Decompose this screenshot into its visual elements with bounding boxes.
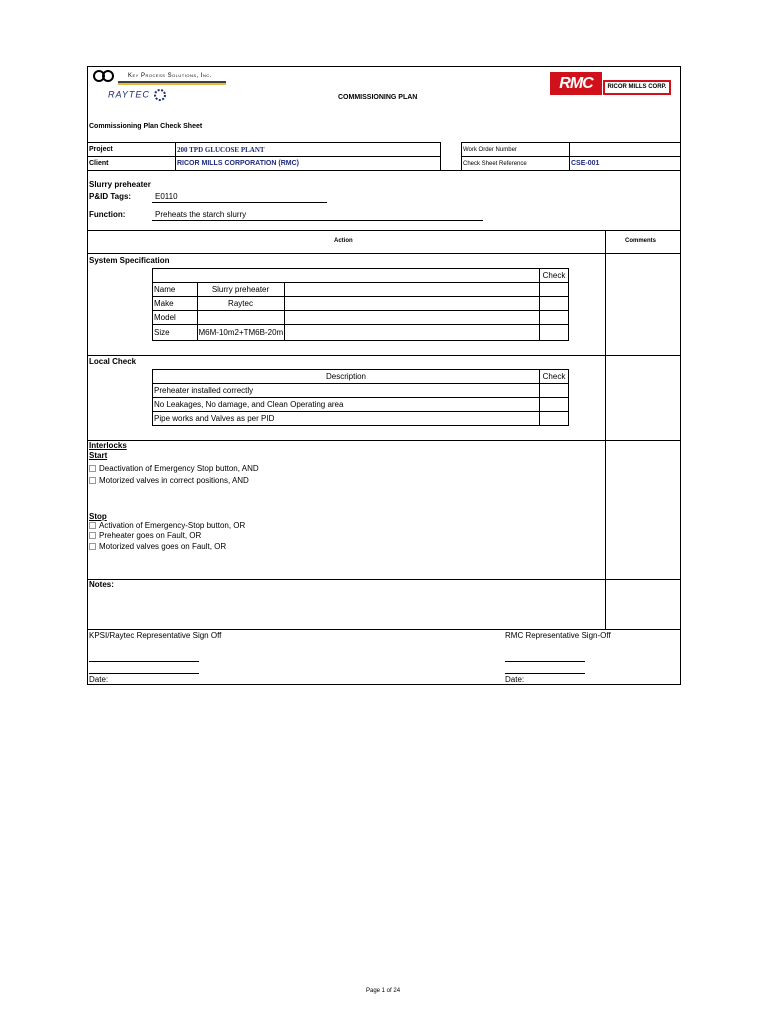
local-check-description: Preheater installed correctly [153, 384, 540, 398]
stop-heading: Stop [89, 512, 107, 521]
stop-item-text: Activation of Emergency-Stop button, OR [99, 521, 246, 530]
bullet-box-icon [89, 465, 96, 472]
raytec-logo-text: RAYTEC [108, 89, 150, 100]
rmc-signoff-label: RMC Representative Sign-Off [505, 631, 611, 640]
spec-check-header: Check [540, 269, 569, 283]
start-item-text: Motorized valves in correct positions, AND [99, 476, 249, 485]
stop-item [89, 531, 201, 541]
action-header: Action [334, 238, 353, 244]
client-value: RICOR MILLS CORPORATION (RMC) [176, 157, 441, 171]
stop-item [89, 521, 245, 531]
spec-label: Make [153, 297, 198, 311]
spec-label: Name [153, 283, 198, 297]
bullet-box-icon [89, 543, 96, 550]
function-value: Preheats the starch slurry [155, 210, 247, 219]
pid-value: E0110 [155, 192, 178, 201]
divider [87, 629, 681, 630]
spec-check-cell[interactable] [540, 283, 569, 297]
work-order-value[interactable] [570, 143, 681, 157]
gear-icon [153, 88, 167, 102]
project-label: Project [88, 143, 176, 157]
spec-value [197, 311, 284, 325]
client-label: Client [88, 157, 176, 171]
notes-area[interactable] [89, 592, 601, 626]
bullet-box-icon [89, 477, 96, 484]
divider [87, 170, 681, 171]
check-sheet-label: Check Sheet Reference [462, 157, 570, 171]
page-number: Page 1 of 24 [366, 988, 401, 994]
bullet-box-icon [89, 522, 96, 529]
notes-label: Notes: [89, 580, 114, 589]
local-check-cell[interactable] [540, 384, 569, 398]
page-title: COMMISSIONING PLAN [338, 94, 418, 101]
rmc-date-label: Date: [505, 675, 525, 684]
work-order-table [461, 142, 681, 171]
pid-label: P&ID Tags: [89, 192, 132, 201]
sheet-title: Commissioning Plan Check Sheet [89, 123, 203, 130]
rmc-signature-line-2[interactable] [505, 663, 585, 674]
start-item-text: Deactivation of Emergency Stop button, AND [99, 464, 259, 473]
start-item [89, 476, 249, 486]
local-check-row [153, 384, 569, 398]
kpsi-date-label: Date: [89, 675, 109, 684]
divider [87, 230, 681, 231]
rmc-logo-text: RMC [559, 75, 593, 92]
function-label: Function: [89, 210, 126, 219]
spec-label: Model [153, 311, 198, 325]
local-check-header: Check [540, 370, 569, 384]
local-check-cell[interactable] [540, 412, 569, 426]
spec-row [153, 311, 569, 325]
spec-row [153, 283, 569, 297]
start-item [89, 464, 259, 474]
start-heading: Start [89, 451, 108, 460]
divider [87, 440, 681, 441]
bullet-box-icon [89, 532, 96, 539]
rmc-name [603, 80, 671, 95]
system-spec-heading: System Specification [89, 256, 170, 265]
stop-item-text: Motorized valves goes on Fault, OR [99, 542, 227, 551]
local-check-description: No Leakages, No damage, and Clean Operating area [153, 398, 540, 412]
spec-check-cell[interactable] [540, 325, 569, 341]
divider [87, 253, 681, 254]
local-check-row [153, 412, 569, 426]
pid-underline [152, 192, 327, 203]
spec-label: Size [153, 325, 198, 341]
project-value: 200 TPD GLUCOSE PLANT [176, 143, 441, 157]
rmc-name-text: RICOR MILLS CORP. [607, 84, 667, 90]
divider [87, 355, 681, 356]
local-check-row [153, 398, 569, 412]
spec-check-cell[interactable] [540, 297, 569, 311]
stop-item-text: Preheater goes on Fault, OR [99, 531, 202, 540]
spec-value: Raytec [197, 297, 284, 311]
description-header: Description [153, 370, 540, 384]
spec-value: M6M-10m2+TM6B-20m [197, 325, 284, 341]
spec-value: Slurry preheater [197, 283, 284, 297]
local-check-table [152, 369, 569, 426]
kpsi-signature-line-2[interactable] [89, 663, 199, 674]
kps-name: Key Process Solutions, Inc. [128, 73, 212, 79]
comments-header: Comments [625, 238, 657, 244]
work-order-label: Work Order Number [462, 143, 570, 157]
stop-item [89, 542, 226, 552]
spec-check-cell[interactable] [540, 311, 569, 325]
function-underline [152, 210, 483, 221]
rmc-logo [550, 72, 602, 95]
project-info-table [87, 142, 441, 171]
kpsi-signature-line[interactable] [89, 651, 199, 662]
local-check-heading: Local Check [89, 357, 137, 366]
raytec-logo [108, 88, 167, 102]
local-check-description: Pipe works and Valves as per PID [153, 412, 540, 426]
comments-column-divider [605, 230, 606, 629]
system-spec-table [152, 268, 569, 341]
spec-row [153, 297, 569, 311]
check-sheet-value: CSE-001 [570, 157, 681, 171]
local-check-cell[interactable] [540, 398, 569, 412]
kpsi-signoff-label: KPSI/Raytec Representative Sign Off [89, 631, 222, 640]
rmc-signature-line[interactable] [505, 651, 585, 662]
equipment-name: Slurry preheater [89, 180, 151, 189]
divider [87, 579, 681, 580]
interlocks-heading: Interlocks [89, 441, 127, 450]
spec-row [153, 325, 569, 341]
